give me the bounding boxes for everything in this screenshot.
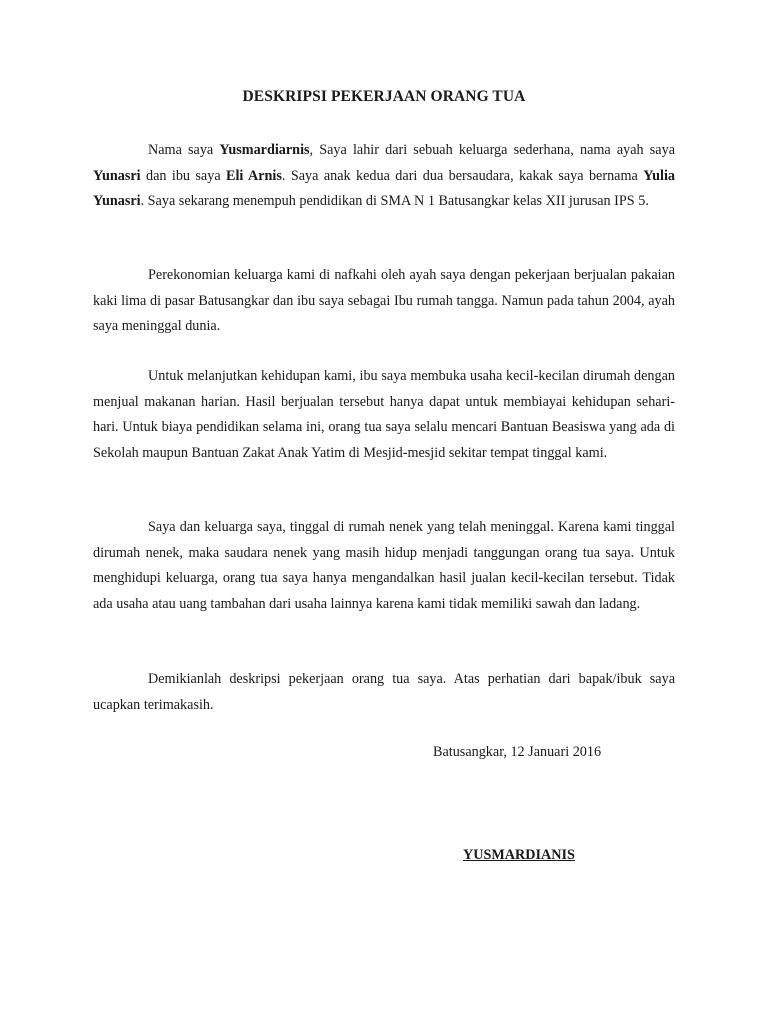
place-date: Batusangkar, 12 Januari 2016 xyxy=(433,744,602,760)
intro-text-3: dan ibu saya xyxy=(140,167,227,184)
signature-name: YUSMARDIANIS xyxy=(463,847,575,863)
intro-text-2: , Saya lahir dari sebuah keluarga sederhana, nama ayah saya xyxy=(309,142,675,158)
intro-text-4: . Saya anak kedua dari dua bersaudara, kakak saya bernama xyxy=(281,167,644,184)
intro-text-1: Nama saya xyxy=(148,142,220,158)
self-name: Yusmardiarnis xyxy=(219,142,310,158)
mother-name: Eli Arnis xyxy=(226,167,282,184)
paragraph-livelihood: Untuk melanjutkan kehidupan kami, ibu saya membuka usaha kecil-kecilan dirumah dengan menjual makanan harian. Hasil berjualan tersebut hanya dapat untuk membiayai kehidupan sehari-hari. Untuk biaya pendidikan selama ini, orang tua saya selalu mencari Bantuan Beasiswa yang ada di Sekolah maupun Bantuan Zakat Anak Yatim di Mesjid-mesjid sekitar tempat tinggal kami. xyxy=(93,368,675,461)
paragraph-economy: Perekonomian keluarga kami di nafkahi oleh ayah saya dengan pekerjaan berjualan pakaian kaki lima di pasar Batusangkar dan ibu saya sebagai Ibu rumah tangga. Namun pada tahun 2004, ayah saya meninggal dunia. xyxy=(93,267,675,334)
paragraph-household: Saya dan keluarga saya, tinggal di rumah nenek yang telah meninggal. Karena kami tinggal dirumah nenek, maka saudara nenek yang masih hidup menjadi tanggungan orang tua saya. Untuk menghidupi keluarga, orang tua saya hanya mengandalkan hasil jualan kecil-kecilan tersebut. Tidak ada usaha atau uang tambahan dari usaha lainnya karena kami tidak memiliki sawah dan ladang. xyxy=(93,519,675,612)
father-name: Yunasri xyxy=(93,167,141,184)
paragraph-closing: Demikianlah deskripsi pekerjaan orang tua saya. Atas perhatian dari bapak/ibuk saya ucapkan terimakasih. xyxy=(93,671,675,713)
sibling-name: Yulia Yunasri xyxy=(93,167,676,209)
intro-text-5: . Saya sekarang menempuh pendidikan di SMA N 1 Batusangkar kelas XII jurusan IPS 5. xyxy=(140,193,649,209)
paragraph-intro xyxy=(93,138,675,215)
document-title: DESKRIPSI PEKERJAAN ORANG TUA xyxy=(242,88,526,105)
